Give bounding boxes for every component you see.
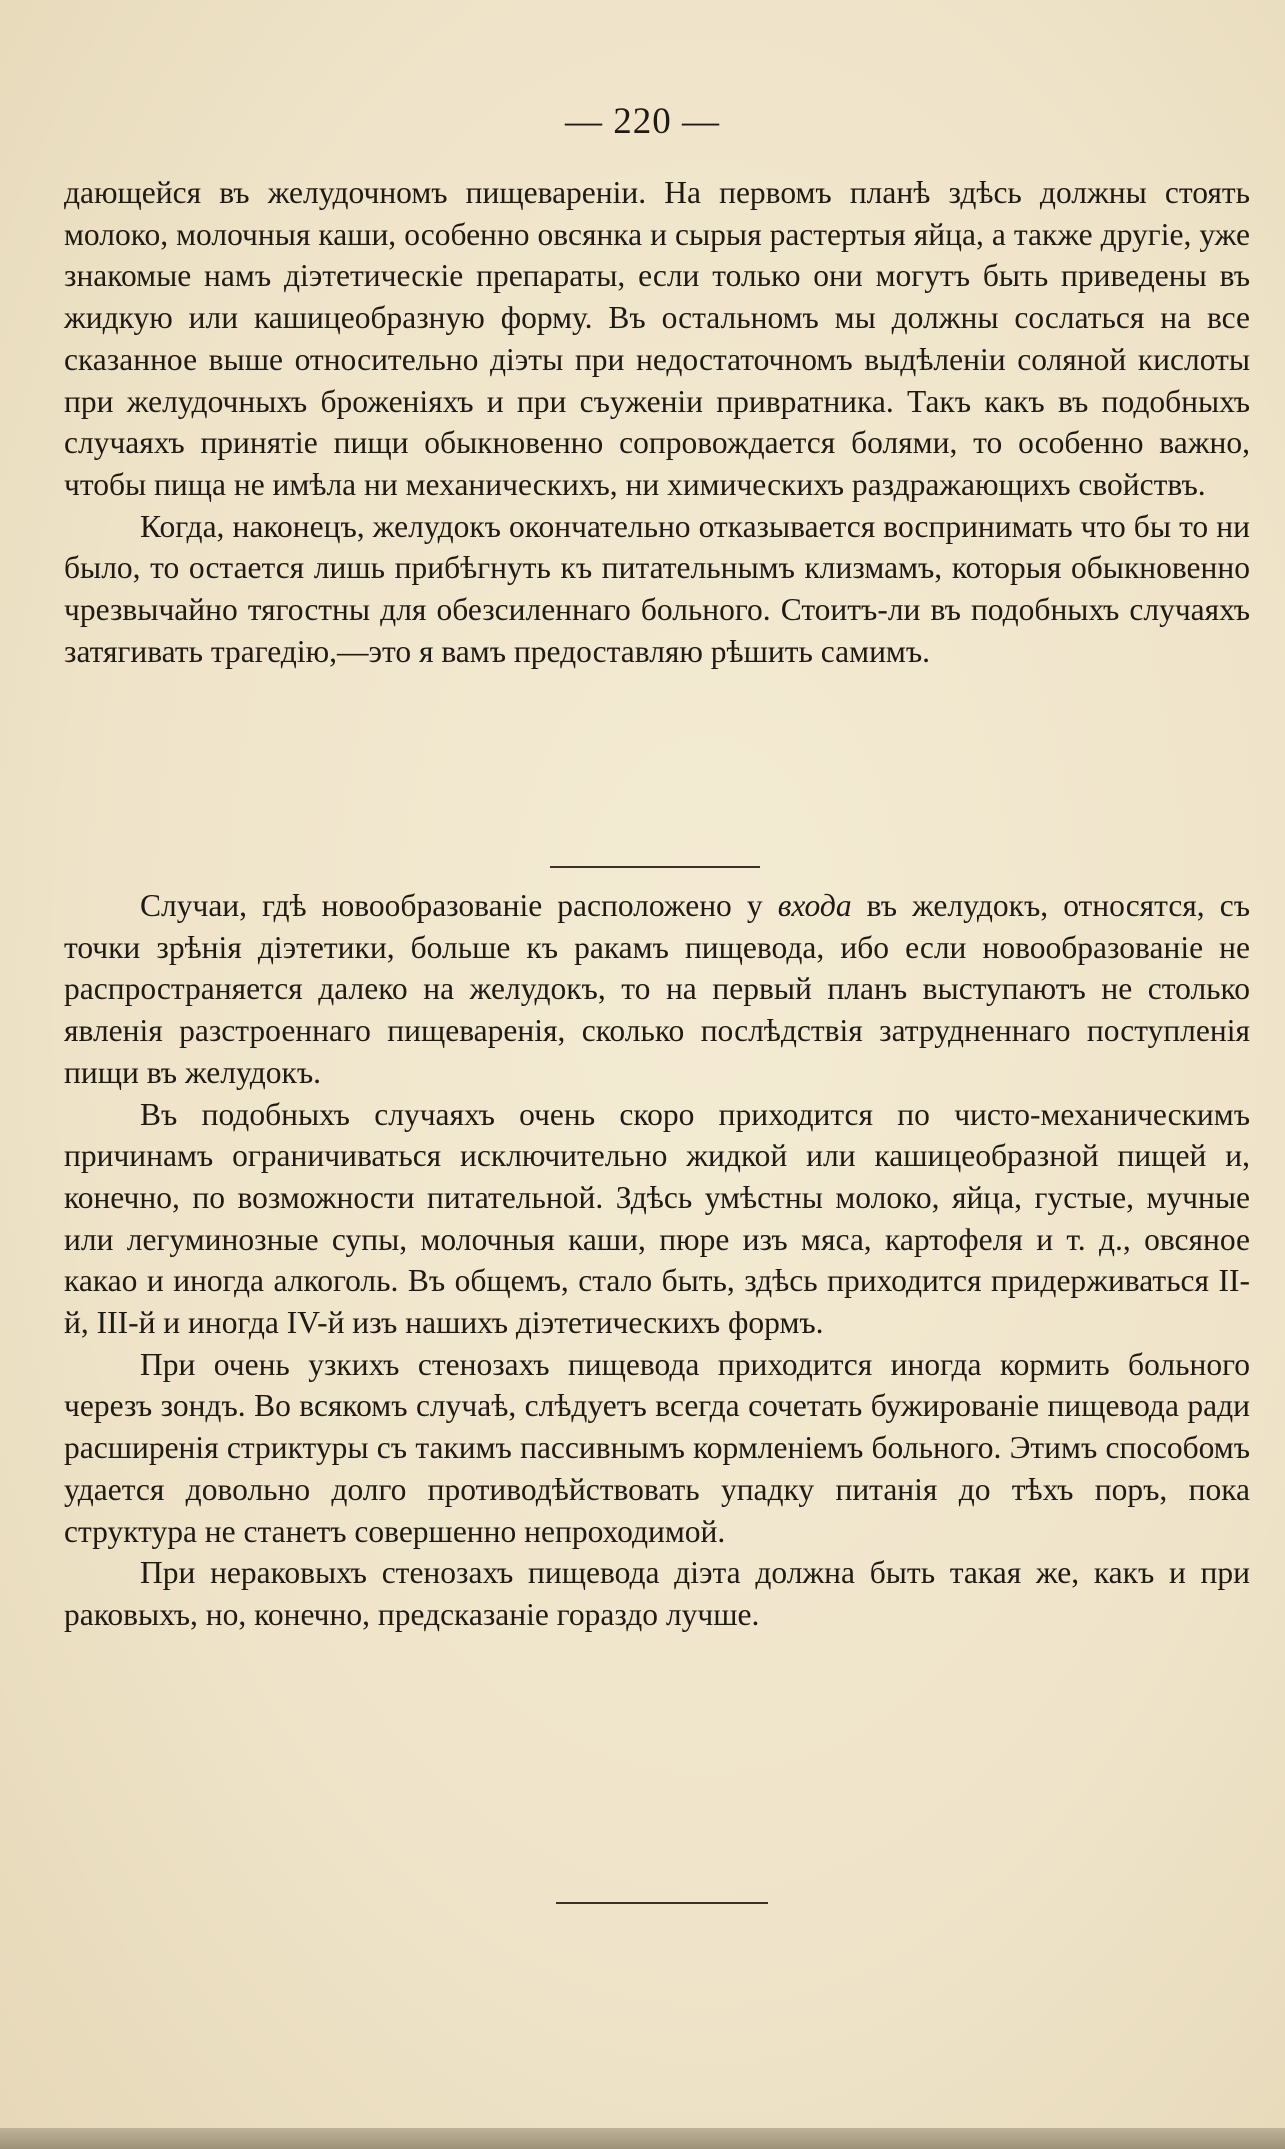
emphasis-word: входа [777,888,852,923]
text-section-bottom [64,885,1250,1636]
paragraph-enema: Когда, наконецъ, желудокъ окончательно отказывается воспринимать что бы то ни было, то остается лишь прибѣгнуть къ питательнымъ клизмамъ, которыя обыкновенно чрезвычайно тягостны для обезсиленнаго больного. Стоитъ-ли въ подобныхъ случаяхъ затягивать трагедію,—это я вамъ предоставляю рѣшить самимъ. [64,508,1250,669]
section-divider [550,866,760,868]
paragraph-text-start: Случаи, гдѣ новообразованіе расположено у [140,888,778,923]
page-number: — 220 — [565,101,720,142]
paragraph-tube-feeding: При очень узкихъ стенозахъ пищевода приходится иногда кормить больного черезъ зондъ. Во всякомъ случаѣ, слѣдуетъ всегда сочетать бужированіе пищевода ради расширенія стриктуры съ такимъ пассивнымъ кормленіемъ больного. Этимъ способомъ удается довольно долго противодѣйствовать упадку питанія до тѣхъ поръ, пока структура не станетъ совершенно непроходимой. [64,1346,1250,1549]
paragraph-continuation: дающейся въ желудочномъ пищевареніи. На первомъ планѣ здѣсь должны стоять молоко, молочныя каши, особенно овсянка и сырыя растертыя яйца, а также другіе, уже знакомые намъ діэтетическіе препараты, если только они могутъ быть приведены въ жидкую или кашицеобразную форму. Въ остальномъ мы должны сослаться на все сказанное выше относительно діэты при недостаточномъ выдѣленіи соляной кислоты при желудочныхъ броженіяхъ и при съуженіи привратника. Такъ какъ въ подобныхъ случаяхъ принятіе пищи обыкновенно сопровождается болями, то особенно важно, чтобы пища не имѣла ни механическихъ, ни химическихъ раздражающихъ свойствъ. [64,175,1250,502]
paragraph-text-end: въ желудокъ, относятся, съ точки зрѣнія діэтетики, больше къ ракамъ пищевода, ибо если новообразованіе не распространяется далеко на желудокъ, то на первый планъ выступаютъ не столько явленія разстроеннаго пищеваренія, сколько послѣдствія затрудненнаго поступленія пищи въ желудокъ. [64,888,1250,1090]
page-bottom-edge [0,2128,1285,2149]
text-section-top [64,172,1250,672]
paragraph-liquid-diet: Въ подобныхъ случаяхъ очень скоро приходится по чисто-механическимъ причинамъ ограничиваться исключительно жидкой или кашицеобразной пищей и, конечно, по возможности питательной. Здѣсь умѣстны молоко, яйца, густые, мучные или легуминозные супы, молочныя каши, пюре изъ мяса, картофеля и т. д., овсяное какао и иногда алкоголь. Въ общемъ, стало быть, здѣсь приходится придерживаться II-й, III-й и иногда IV-й изъ нашихъ діэтетическихъ формъ. [64,1096,1250,1341]
paragraph-non-cancer-stenosis: При нераковыхъ стенозахъ пищевода діэта должна быть такая же, какъ и при раковыхъ, но, конечно, предсказаніе гораздо лучше. [64,1555,1250,1632]
paragraph-cardia-tumor [64,885,1250,1094]
end-divider [556,1902,768,1904]
